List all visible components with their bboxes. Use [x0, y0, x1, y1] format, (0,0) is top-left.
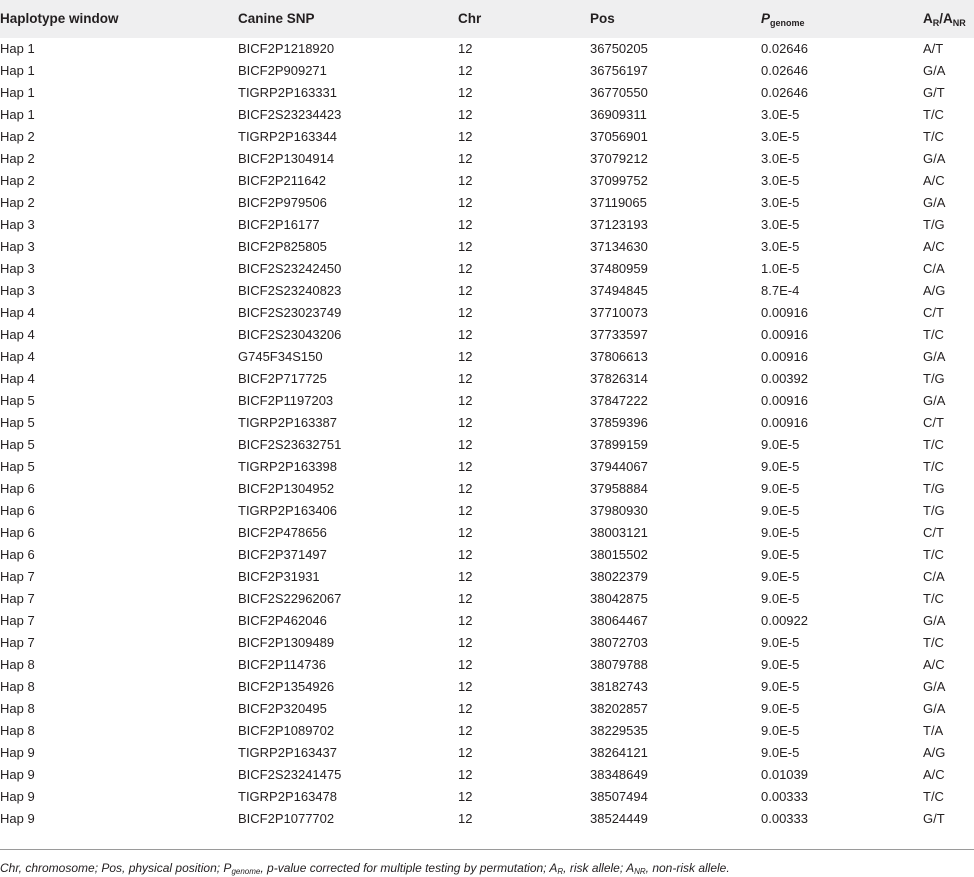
table-row — [0, 126, 974, 148]
haplotype-cell: Hap 7 — [0, 635, 35, 650]
footnote-text-2: , p-value corrected for multiple testing by permutation; A — [260, 861, 558, 875]
allele-cell: G/A — [923, 151, 946, 166]
snp-cell: BICF2P1304952 — [238, 481, 335, 496]
snp-cell: BICF2P114736 — [238, 657, 326, 672]
table-row — [0, 588, 974, 610]
p-value-cell: 9.0E-5 — [761, 635, 800, 650]
allele-cell: T/G — [923, 503, 945, 518]
allele-cell: C/T — [923, 415, 944, 430]
haplotype-cell: Hap 3 — [0, 217, 35, 232]
table-row — [0, 412, 974, 434]
allele-cell: T/C — [923, 129, 944, 144]
chr-cell: 12 — [458, 217, 473, 232]
snp-cell: TIGRP2P163478 — [238, 789, 338, 804]
snp-cell: BICF2P909271 — [238, 63, 327, 78]
haplotype-cell: Hap 3 — [0, 283, 35, 298]
table-row — [0, 632, 974, 654]
chr-cell: 12 — [458, 789, 473, 804]
pos-cell: 36770550 — [590, 85, 648, 100]
allele-cell: T/C — [923, 459, 944, 474]
table-header — [0, 0, 974, 38]
header-p-symbol: P — [761, 11, 771, 26]
snp-cell: BICF2P16177 — [238, 217, 320, 232]
table-row — [0, 302, 974, 324]
table-row — [0, 566, 974, 588]
haplotype-cell: Hap 2 — [0, 151, 35, 166]
p-value-cell: 0.02646 — [761, 85, 808, 100]
footnote-text-3: , risk allele; A — [563, 861, 635, 875]
haplotype-cell: Hap 8 — [0, 723, 35, 738]
allele-cell: T/C — [923, 107, 944, 122]
haplotype-cell: Hap 6 — [0, 525, 35, 540]
table-row — [0, 368, 974, 390]
pos-cell: 38202857 — [590, 701, 648, 716]
pos-cell: 37958884 — [590, 481, 648, 496]
p-value-cell: 9.0E-5 — [761, 679, 800, 694]
pos-cell: 36750205 — [590, 41, 648, 56]
chr-cell: 12 — [458, 525, 473, 540]
pos-cell: 37847222 — [590, 393, 648, 408]
header-anr-subscript: NR — [952, 18, 966, 28]
table-row — [0, 60, 974, 82]
pos-cell: 38229535 — [590, 723, 648, 738]
snp-cell: BICF2S23240823 — [238, 283, 342, 298]
chr-cell: 12 — [458, 371, 473, 386]
table-row — [0, 214, 974, 236]
allele-cell: A/C — [923, 173, 945, 188]
allele-cell: T/C — [923, 327, 944, 342]
pos-cell: 38264121 — [590, 745, 648, 760]
allele-cell: G/T — [923, 85, 945, 100]
chr-cell: 12 — [458, 613, 473, 628]
table-row — [0, 786, 974, 808]
pos-cell: 38042875 — [590, 591, 648, 606]
chr-cell: 12 — [458, 195, 473, 210]
p-value-cell: 0.00333 — [761, 789, 808, 804]
pos-cell: 37733597 — [590, 327, 648, 342]
allele-cell: A/C — [923, 767, 945, 782]
snp-cell: BICF2P1304914 — [238, 151, 335, 166]
allele-cell: T/C — [923, 437, 944, 452]
p-value-cell: 3.0E-5 — [761, 129, 800, 144]
p-value-cell: 8.7E-4 — [761, 283, 800, 298]
p-value-cell: 0.00922 — [761, 613, 808, 628]
pos-cell: 37480959 — [590, 261, 648, 276]
snp-cell: TIGRP2P163387 — [238, 415, 338, 430]
pos-cell: 38064467 — [590, 613, 648, 628]
allele-cell: G/A — [923, 63, 946, 78]
haplotype-cell: Hap 1 — [0, 63, 35, 78]
p-value-cell: 9.0E-5 — [761, 547, 800, 562]
snp-cell: BICF2S23043206 — [238, 327, 342, 342]
footnote-p-subscript: genome — [231, 867, 261, 876]
snp-cell: BICF2P211642 — [238, 173, 326, 188]
haplotype-cell: Hap 6 — [0, 481, 35, 496]
header-anr-symbol: A — [943, 11, 953, 26]
footnote-text-4: , non-risk allele. — [645, 861, 730, 875]
snp-cell: BICF2P478656 — [238, 525, 327, 540]
header-haplotype-window: Haplotype window — [0, 11, 119, 26]
chr-cell: 12 — [458, 283, 473, 298]
table-row — [0, 236, 974, 258]
chr-cell: 12 — [458, 723, 473, 738]
allele-cell: T/G — [923, 371, 945, 386]
haplotype-cell: Hap 7 — [0, 613, 35, 628]
footnote-nr-subscript: NR — [634, 867, 646, 876]
snp-cell: BICF2P825805 — [238, 239, 327, 254]
p-value-cell: 0.01039 — [761, 767, 808, 782]
pos-cell: 38079788 — [590, 657, 648, 672]
allele-cell: G/A — [923, 393, 946, 408]
header-allele-slash: / — [939, 11, 944, 26]
snp-cell: BICF2P320495 — [238, 701, 327, 716]
table-row — [0, 544, 974, 566]
p-value-cell: 9.0E-5 — [761, 459, 800, 474]
p-value-cell: 0.02646 — [761, 41, 808, 56]
chr-cell: 12 — [458, 569, 473, 584]
allele-cell: G/A — [923, 701, 946, 716]
allele-cell: T/A — [923, 723, 944, 738]
chr-cell: 12 — [458, 173, 473, 188]
haplotype-cell: Hap 6 — [0, 503, 35, 518]
p-value-cell: 9.0E-5 — [761, 745, 800, 760]
chr-cell: 12 — [458, 481, 473, 496]
p-value-cell: 3.0E-5 — [761, 239, 800, 254]
allele-cell: G/A — [923, 679, 946, 694]
header-pos: Pos — [590, 11, 615, 26]
header-chr: Chr — [458, 11, 482, 26]
haplotype-cell: Hap 8 — [0, 679, 35, 694]
p-value-cell: 0.00392 — [761, 371, 808, 386]
p-value-cell: 9.0E-5 — [761, 701, 800, 716]
chr-cell: 12 — [458, 41, 473, 56]
snp-cell: BICF2P371497 — [238, 547, 327, 562]
chr-cell: 12 — [458, 63, 473, 78]
table-row — [0, 500, 974, 522]
chr-cell: 12 — [458, 305, 473, 320]
haplotype-cell: Hap 2 — [0, 195, 35, 210]
snp-cell: TIGRP2P163406 — [238, 503, 338, 518]
p-value-cell: 9.0E-5 — [761, 437, 800, 452]
haplotype-cell: Hap 9 — [0, 767, 35, 782]
haplotype-cell: Hap 9 — [0, 789, 35, 804]
table-row — [0, 192, 974, 214]
table-body — [0, 38, 974, 830]
pos-cell: 37859396 — [590, 415, 648, 430]
allele-cell: C/A — [923, 569, 945, 584]
p-value-cell: 0.00916 — [761, 349, 808, 364]
chr-cell: 12 — [458, 635, 473, 650]
haplotype-cell: Hap 4 — [0, 327, 35, 342]
haplotype-cell: Hap 7 — [0, 591, 35, 606]
snp-cell: BICF2P1309489 — [238, 635, 335, 650]
pos-cell: 38015502 — [590, 547, 648, 562]
allele-cell: A/C — [923, 239, 945, 254]
pos-cell: 38348649 — [590, 767, 648, 782]
haplotype-cell: Hap 5 — [0, 459, 35, 474]
table-row — [0, 258, 974, 280]
pos-cell: 37119065 — [590, 195, 647, 210]
pos-cell: 37899159 — [590, 437, 648, 452]
table-row — [0, 38, 974, 60]
snp-cell: BICF2S23023749 — [238, 305, 342, 320]
allele-cell: T/G — [923, 481, 945, 496]
snp-cell: TIGRP2P163437 — [238, 745, 338, 760]
chr-cell: 12 — [458, 129, 473, 144]
allele-cell: C/A — [923, 261, 945, 276]
snp-cell: BICF2P1197203 — [238, 393, 334, 408]
allele-cell: G/T — [923, 811, 945, 826]
chr-cell: 12 — [458, 701, 473, 716]
allele-cell: T/G — [923, 217, 945, 232]
chr-cell: 12 — [458, 437, 473, 452]
chr-cell: 12 — [458, 327, 473, 342]
pos-cell: 38524449 — [590, 811, 648, 826]
p-value-cell: 9.0E-5 — [761, 657, 800, 672]
snp-cell: BICF2S22962067 — [238, 591, 342, 606]
p-value-cell: 0.00916 — [761, 393, 808, 408]
pos-cell: 37710073 — [590, 305, 648, 320]
chr-cell: 12 — [458, 679, 473, 694]
pos-cell: 38182743 — [590, 679, 648, 694]
allele-cell: T/C — [923, 547, 944, 562]
allele-cell: T/C — [923, 635, 944, 650]
p-value-cell: 3.0E-5 — [761, 173, 800, 188]
chr-cell: 12 — [458, 85, 473, 100]
table-row — [0, 764, 974, 786]
pos-cell: 37826314 — [590, 371, 648, 386]
chr-cell: 12 — [458, 547, 473, 562]
snp-cell: BICF2P31931 — [238, 569, 320, 584]
snp-cell: TIGRP2P163331 — [238, 85, 338, 100]
haplotype-cell: Hap 1 — [0, 41, 35, 56]
header-ar-symbol: A — [923, 11, 933, 26]
p-value-cell: 3.0E-5 — [761, 151, 800, 166]
haplotype-cell: Hap 4 — [0, 349, 35, 364]
chr-cell: 12 — [458, 459, 473, 474]
haplotype-cell: Hap 7 — [0, 569, 35, 584]
pos-cell: 37123193 — [590, 217, 648, 232]
pos-cell: 37079212 — [590, 151, 648, 166]
table-row — [0, 324, 974, 346]
pos-cell: 37944067 — [590, 459, 648, 474]
chr-cell: 12 — [458, 811, 473, 826]
allele-cell: G/A — [923, 613, 946, 628]
chr-cell: 12 — [458, 239, 473, 254]
chr-cell: 12 — [458, 745, 473, 760]
pos-cell: 37806613 — [590, 349, 648, 364]
allele-cell: A/G — [923, 283, 946, 298]
pos-cell: 37099752 — [590, 173, 648, 188]
snp-cell: BICF2P1089702 — [238, 723, 335, 738]
allele-cell: G/A — [923, 195, 946, 210]
snp-cell: BICF2S23234423 — [238, 107, 342, 122]
table-row — [0, 390, 974, 412]
haplotype-cell: Hap 2 — [0, 173, 35, 188]
table-row — [0, 82, 974, 104]
snp-cell: BICF2P979506 — [238, 195, 327, 210]
p-value-cell: 0.00916 — [761, 305, 808, 320]
p-value-cell: 3.0E-5 — [761, 217, 800, 232]
p-value-cell: 9.0E-5 — [761, 723, 800, 738]
table-row — [0, 280, 974, 302]
table-row — [0, 720, 974, 742]
snp-cell: BICF2P462046 — [238, 613, 327, 628]
haplotype-cell: Hap 1 — [0, 107, 35, 122]
pos-cell: 38003121 — [590, 525, 648, 540]
table-row — [0, 676, 974, 698]
header-canine-snp: Canine SNP — [238, 11, 315, 26]
table-row — [0, 346, 974, 368]
table-row — [0, 478, 974, 500]
haplotype-cell: Hap 4 — [0, 371, 35, 386]
header-p-genome — [761, 11, 805, 27]
haplotype-cell: Hap 9 — [0, 745, 35, 760]
snp-cell: BICF2P1218920 — [238, 41, 335, 56]
p-value-cell: 0.00916 — [761, 415, 808, 430]
snp-cell: TIGRP2P163344 — [238, 129, 338, 144]
footnote-text-1: Chr, chromosome; Pos, physical position; P — [0, 861, 232, 875]
table-bottom-rule — [0, 849, 974, 850]
allele-cell: A/G — [923, 745, 946, 760]
pos-cell: 36756197 — [590, 63, 648, 78]
haplotype-cell: Hap 1 — [0, 85, 35, 100]
chr-cell: 12 — [458, 415, 473, 430]
p-value-cell: 1.0E-5 — [761, 261, 800, 276]
p-value-cell: 9.0E-5 — [761, 591, 800, 606]
chr-cell: 12 — [458, 657, 473, 672]
p-value-cell: 0.00333 — [761, 811, 808, 826]
chr-cell: 12 — [458, 393, 473, 408]
pos-cell: 38072703 — [590, 635, 648, 650]
allele-cell: G/A — [923, 349, 946, 364]
p-value-cell: 3.0E-5 — [761, 107, 800, 122]
table-row — [0, 742, 974, 764]
allele-cell: T/C — [923, 789, 944, 804]
snp-cell: BICF2S23632751 — [238, 437, 342, 452]
pos-cell: 37494845 — [590, 283, 648, 298]
haplotype-cell: Hap 8 — [0, 701, 35, 716]
header-ar-subscript: R — [932, 18, 940, 28]
chr-cell: 12 — [458, 107, 473, 122]
snp-cell: G745F34S150 — [238, 349, 323, 364]
haplotype-cell: Hap 2 — [0, 129, 35, 144]
haplotype-cell: Hap 3 — [0, 239, 35, 254]
p-value-cell: 3.0E-5 — [761, 195, 800, 210]
table-row — [0, 654, 974, 676]
snp-cell: BICF2P717725 — [238, 371, 327, 386]
pos-cell: 38022379 — [590, 569, 648, 584]
allele-cell: C/T — [923, 305, 944, 320]
snp-cell: BICF2P1354926 — [238, 679, 335, 694]
snp-cell: BICF2P1077702 — [238, 811, 335, 826]
snp-cell: BICF2S23241475 — [238, 767, 342, 782]
chr-cell: 12 — [458, 349, 473, 364]
chr-cell: 12 — [458, 261, 473, 276]
pos-cell: 37134630 — [590, 239, 648, 254]
snp-cell: TIGRP2P163398 — [238, 459, 338, 474]
p-value-cell: 0.02646 — [761, 63, 808, 78]
table-row — [0, 522, 974, 544]
table-row — [0, 148, 974, 170]
table-row — [0, 698, 974, 720]
pos-cell: 36909311 — [590, 107, 647, 122]
chr-cell: 12 — [458, 767, 473, 782]
p-value-cell: 9.0E-5 — [761, 503, 800, 518]
chr-cell: 12 — [458, 151, 473, 166]
allele-cell: A/T — [923, 41, 944, 56]
chr-cell: 12 — [458, 503, 473, 518]
footnote-r-subscript: R — [557, 867, 564, 876]
chr-cell: 12 — [458, 591, 473, 606]
haplotype-cell: Hap 5 — [0, 437, 35, 452]
snp-cell: BICF2S23242450 — [238, 261, 342, 276]
table-row — [0, 170, 974, 192]
pos-cell: 38507494 — [590, 789, 648, 804]
haplotype-cell: Hap 5 — [0, 415, 35, 430]
header-alleles — [923, 11, 966, 27]
allele-cell: A/C — [923, 657, 945, 672]
allele-cell: C/T — [923, 525, 944, 540]
haplotype-cell: Hap 3 — [0, 261, 35, 276]
haplotype-cell: Hap 4 — [0, 305, 35, 320]
allele-cell: T/C — [923, 591, 944, 606]
p-value-cell: 9.0E-5 — [761, 481, 800, 496]
pos-cell: 37980930 — [590, 503, 648, 518]
table-row — [0, 434, 974, 456]
haplotype-cell: Hap 8 — [0, 657, 35, 672]
p-value-cell: 9.0E-5 — [761, 569, 800, 584]
p-value-cell: 9.0E-5 — [761, 525, 800, 540]
haplotype-cell: Hap 9 — [0, 811, 35, 826]
table-footnote — [0, 861, 730, 875]
table-row — [0, 610, 974, 632]
p-value-cell: 0.00916 — [761, 327, 808, 342]
haplotype-cell: Hap 6 — [0, 547, 35, 562]
pos-cell: 37056901 — [590, 129, 648, 144]
haplotype-cell: Hap 5 — [0, 393, 35, 408]
table-row — [0, 808, 974, 830]
table-row — [0, 456, 974, 478]
header-p-subscript: genome — [770, 18, 805, 28]
table-row — [0, 104, 974, 126]
